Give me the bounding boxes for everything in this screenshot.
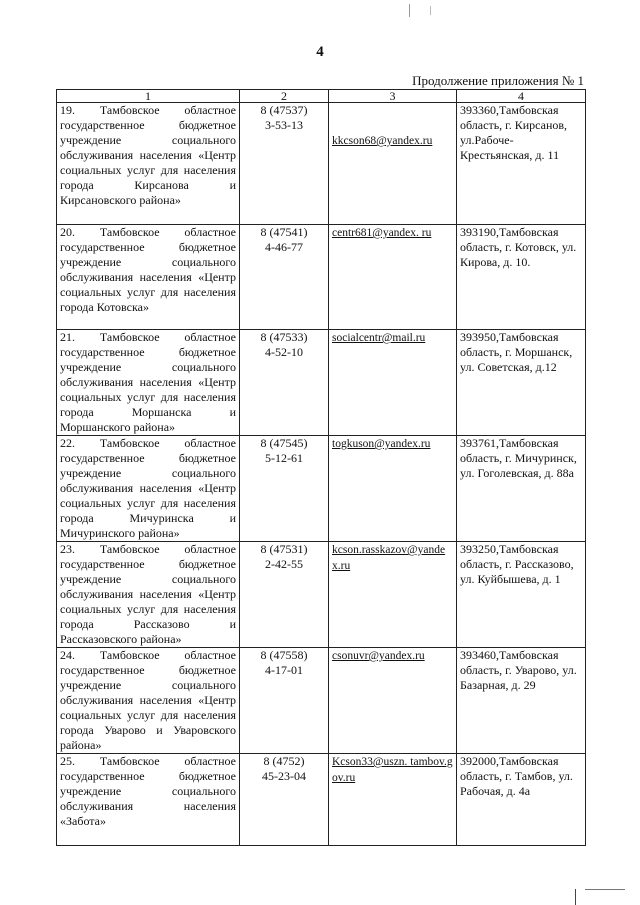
- email-link[interactable]: csonuvr@yandex.ru: [332, 650, 425, 662]
- phone-cell: [240, 648, 329, 754]
- address: 393250,Тамбовская область, г. Рассказово, ул. Куйбышева, д. 1: [457, 542, 586, 648]
- table-row: [57, 330, 586, 436]
- phone-number: 4-52-10: [265, 345, 303, 359]
- phone-number: 4-46-77: [265, 240, 303, 254]
- scan-artifact: [585, 889, 625, 890]
- address: 393360,Тамбовская область, г. Кирсанов, ул.Рабоче-Крестьянская, д. 11: [457, 103, 586, 225]
- phone-code: 8 (47545): [260, 436, 308, 450]
- phone-code: 8 (47531): [260, 542, 308, 556]
- table-row: [57, 542, 586, 648]
- email-cell: [329, 542, 457, 648]
- table-row: [57, 436, 586, 542]
- phone-code: 8 (47537): [260, 103, 308, 117]
- address: 393460,Тамбовская область, г. Уварово, ул. Базарная, д. 29: [457, 648, 586, 754]
- org-name: 22. Тамбовское областное государственное бюджетное учреждение социального обслуживания населения «Центр социальных услуг для населения города Мичуринска и Мичуринского района»: [57, 436, 240, 542]
- column-header-4: 4: [457, 90, 586, 103]
- phone-cell: [240, 103, 329, 225]
- table-row: [57, 103, 586, 225]
- phone-number: 2-42-55: [265, 557, 303, 571]
- phone-cell: [240, 542, 329, 648]
- scan-artifact: [409, 4, 410, 17]
- phone-code: 8 (4752): [263, 754, 305, 768]
- phone-cell: [240, 225, 329, 330]
- scan-artifact: [430, 6, 431, 15]
- phone-number: 45-23-04: [262, 769, 306, 783]
- org-name: 19. Тамбовское областное государственное бюджетное учреждение социального обслуживания населения «Центр социальных услуг для населения города Кирсанова и Кирсановского района»: [57, 103, 240, 225]
- contacts-table: [56, 89, 586, 846]
- page-number: 4: [316, 44, 324, 60]
- org-name: 23. Тамбовское областное государственное бюджетное учреждение социального обслуживания населения «Центр социальных услуг для населения города Рассказово и Рассказовского района»: [57, 542, 240, 648]
- email-cell: [329, 436, 457, 542]
- email-cell: [329, 648, 457, 754]
- email-link[interactable]: socialcentr@mail.ru: [332, 332, 426, 344]
- email-cell: [329, 330, 457, 436]
- table-row: [57, 648, 586, 754]
- address: 393950,Тамбовская область, г. Моршанск, ул. Советская, д.12: [457, 330, 586, 436]
- email-cell: [329, 225, 457, 330]
- continuation-title: Продолжение приложения № 1: [412, 73, 584, 88]
- column-header-1: 1: [57, 90, 240, 103]
- email-link[interactable]: Kcson33@uszn. tambov.gov.ru: [332, 756, 453, 784]
- address: 393190,Тамбовская область, г. Котовск, ул. Кирова, д. 10.: [457, 225, 586, 330]
- table-row: [57, 754, 586, 846]
- phone-cell: [240, 436, 329, 542]
- phone-cell: [240, 754, 329, 846]
- org-name: 20. Тамбовское областное государственное бюджетное учреждение социального обслуживания населения «Центр социальных услуг для населения города Котовска»: [57, 225, 240, 330]
- org-name: 25. Тамбовское областное государственное бюджетное учреждение социального обслуживания населения «Забота»: [57, 754, 240, 846]
- address: 393761,Тамбовская область, г. Мичуринск, ул. Гоголевская, д. 88а: [457, 436, 586, 542]
- email-link[interactable]: centr681@yandex. ru: [332, 227, 432, 239]
- scan-artifact: [575, 889, 576, 905]
- email-cell: [329, 103, 457, 225]
- phone-number: 3-53-13: [265, 118, 303, 132]
- org-name: 21. Тамбовское областное государственное бюджетное учреждение социального обслуживания населения «Центр социальных услуг для населения города Моршанска и Моршанского района»: [57, 330, 240, 436]
- email-link[interactable]: kkcson68@yandex.ru: [332, 135, 433, 147]
- phone-code: 8 (47533): [260, 330, 308, 344]
- table-row: [57, 225, 586, 330]
- email-link[interactable]: togkuson@yandex.ru: [332, 438, 431, 450]
- column-header-2: 2: [240, 90, 329, 103]
- phone-number: 5-12-61: [265, 451, 303, 465]
- column-header-3: 3: [329, 90, 457, 103]
- address: 392000,Тамбовская область, г. Тамбов, ул. Рабочая, д. 4а: [457, 754, 586, 846]
- phone-number: 4-17-01: [265, 663, 303, 677]
- phone-code: 8 (47541): [260, 225, 308, 239]
- email-cell: [329, 754, 457, 846]
- email-link[interactable]: kcson.rasskazov@yandex.ru: [332, 544, 446, 572]
- table-header-row: [57, 90, 586, 103]
- phone-cell: [240, 330, 329, 436]
- phone-code: 8 (47558): [260, 648, 308, 662]
- org-name: 24. Тамбовское областное государственное бюджетное учреждение социального обслуживания населения «Центр социальных услуг для населения города Уварово и Уваровского района»: [57, 648, 240, 754]
